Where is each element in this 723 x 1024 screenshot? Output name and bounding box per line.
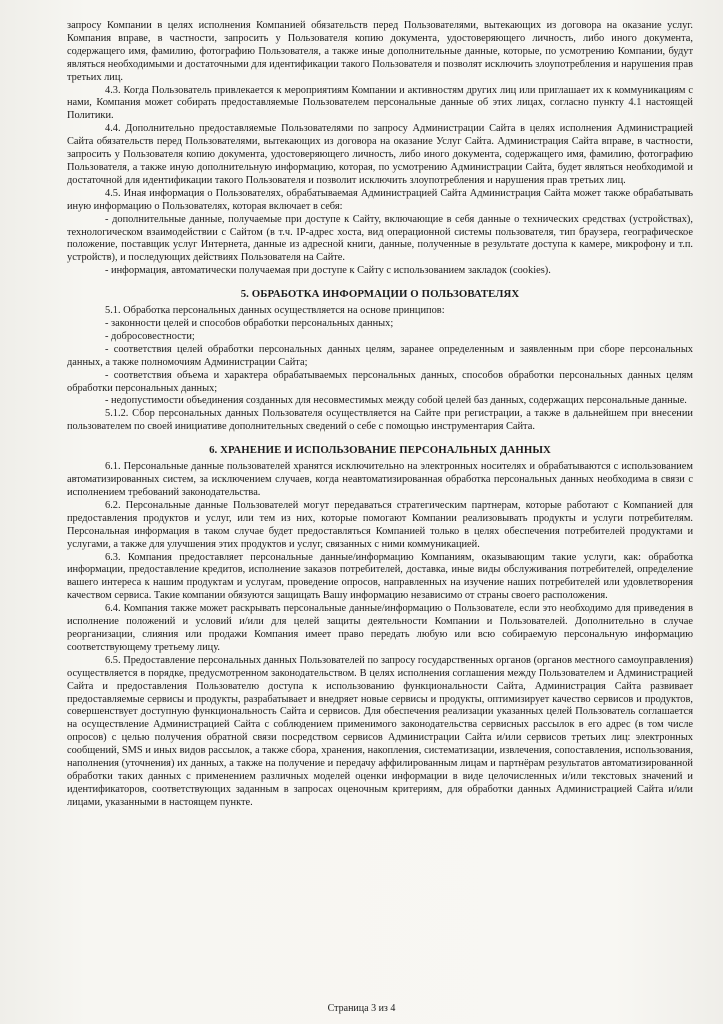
paragraph-s6p2: 6.3. Компания предоставляет персональные данные/информацию Компаниям, оказывающим такие услуги, как: обработка информации, предоставление кредитов, исполнение заказов потребителей, доставка, иные виды обслуживания потребителей, определение вашего интереса к нашим продуктам и услугам, проведение опросов, направленных на изучение наших потребителей или удовлетворения качеством сервиса. Такие компании обязуются защищать Вашу информацию независимо от страны своего расположения.	[67, 551, 693, 602]
paragraph-p3: 4.5. Иная информация о Пользователях, обрабатываемая Администрацией Сайта Администрация Сайта может также обрабатывать иную информацию о Пользователях, которая включает в себя:	[67, 187, 693, 212]
paragraph-s5p5: - недопустимости объединения созданных для несовместимых между собой целей баз данных, содержащих персональные данные.	[105, 395, 687, 407]
paragraph-p4: - дополнительные данные, получаемые при доступе к Сайту, включающие в себя данные о технических средствах (устройствах), технологическом взаимодействии с Сайтом (в т.ч. IP-адрес хоста, вид операционной системы пользователя, тип браузера, географическое положение, поставщик услуг Интернета, данные из адресной книги, данные, полученные в результате доступа к камере, микрофону и т.п. устройств), и последующих действиях Пользователя на Сайте.	[67, 213, 693, 264]
paragraph-s6p0: 6.1. Персональные данные пользователей хранятся исключительно на электронных носителях и обрабатываются с использованием автоматизированных систем, за исключением случаев, когда неавтоматизированная обработка персональных данных необходима в связи с исполнением требований законодательства.	[67, 461, 693, 498]
paragraph-p2: 4.4. Дополнительно предоставляемые Пользователями по запросу Администрации Сайта в целях исполнения Администрацией Сайта обязательств перед Пользователями, вытекающих из договора на оказание Услуг Сайта. Администрация Сайта вправе, в частности, запросить у Пользователя копию документа, удостоверяющего личность, либо иного документа, содержащего имя, фамилию, фотографию Пользователя, а также иную дополнительную информацию, которая, по усмотрению Администрации Сайта, будет являться необходимой и достаточной для идентификации такого Пользователя и позволит исключить злоупотребления и нарушения прав третьих лиц.	[67, 123, 693, 186]
section6-title: 6. ХРАНЕНИЕ И ИСПОЛЬЗОВАНИЕ ПЕРСОНАЛЬНЫХ ДАННЫХ	[209, 444, 551, 457]
paragraph-s5p0: 5.1. Обработка персональных данных осуществляется на основе принципов:	[105, 305, 445, 317]
page-number: Страница 3 из 4	[327, 1003, 396, 1014]
section6-body	[67, 461, 693, 809]
section5-title: 5. ОБРАБОТКА ИНФОРМАЦИИ О ПОЛЬЗОВАТЕЛЯХ	[240, 288, 520, 301]
section5-body	[67, 305, 693, 434]
paragraph-p5: - информация, автоматически получаемая при доступе к Сайту с использованием закладок (cookies).	[105, 265, 551, 277]
paragraph-s5p6: 5.1.2. Сбор персональных данных Пользователя осуществляется на Сайте при регистрации, а также в дальнейшем при внесении пользователем по своей инициативе дополнительных сведений о себе с помощью инструментария Сайта.	[67, 408, 693, 433]
paragraph-s6p1: 6.2. Персональные данные Пользователей могут передаваться стратегическим партнерам, которые работают с Компанией для предоставления продуктов и услуг, или тем из них, которые помогают Компании реализовывать продукты и услуги потребителям. Персональная информация в таком случае будет предоставляться Компанией только в целях обеспечения потребителей продуктами и услугами, а также для улучшения этих продуктов и услуг, связанных с ними коммуникацией.	[67, 499, 693, 550]
paragraph-p0: запросу Компании в целях исполнения Компанией обязательств перед Пользователями, вытекающих из договора на оказание услуг. Компания вправе, в частности, запросить у Пользователя копию документа, удостоверяющего личность, либо иного документа, содержащего имя, фамилию, фотографию Пользователя, а также иные дополнительные данные, которые, по усмотрению Компании, будут являться необходимыми и достаточными для идентификации такого Пользователя и позволят исключить злоупотребления и нарушения прав третьих лиц.	[67, 20, 693, 83]
paragraph-s5p4: - соответствия объема и характера обрабатываемых персональных данных, способов обработки персональных данных целям обработки персональных данных;	[67, 369, 693, 394]
paragraph-s5p1: - законности целей и способов обработки персональных данных;	[105, 318, 394, 330]
paragraph-s5p3: - соответствия целей обработки персональных данных целям, заранее определенным и заявленным при сборе персональных данных, а также полномочиям Администрации Сайта;	[67, 343, 693, 368]
document-body	[67, 20, 693, 810]
paragraph-p1: 4.3. Когда Пользователь привлекается к мероприятиям Компании и активностям других лиц или приглашает их к коммуникациям с нами, Компания может собирать предоставляемые Пользователем персональные данные об этих лицах, согласно пункту 4.1 настоящей Политики.	[67, 84, 693, 122]
section4-continuation	[67, 20, 693, 278]
paragraph-s6p3: 6.4. Компания также может раскрывать персональные данные/информацию о Пользователе, если это необходимо для приведения в исполнение положений и условий и/или для целей защиты деятельности Компании и Пользователей. Дополнительно в случае реорганизации, слияния или продажи Компания имеет право передать любую или всю собираемую персональную информацию соответствующему третьему лицу.	[67, 603, 693, 653]
paragraph-s5p2: - добросовестности;	[105, 330, 195, 342]
paragraph-s6p4: 6.5. Предоставление персональных данных Пользователей по запросу государственных органов (органов местного самоуправления) осуществляется в порядке, предусмотренном законодательством. В целях исполнения соглашения между Пользователем и Администрацией Сайта и предоставления Пользователю доступа к использованию функциональности Сайта, Администрация Сайта развивает предоставляемые сервисы и продукты, разрабатывает и внедряет новые сервисы и продукты, оптимизирует качество сервисов и продуктов, совершенствует доступную функциональность Сайта и сервисов. Для обеспечения реализации указанных целей Пользователь соглашается на осуществление Администрацией Сайта с соблюдением применимого законодательства сервисных рассылок в его адрес (в том числе опросов) с целью получения обратной связи посредством сервисов Администрации Сайта и/или сервисов третьих лиц: электронных сообщений, SMS и иных видов рассылок, а также сбора, хранения, накопления, систематизации, извлечения, сопоставления, использования, наполнения (уточнения) их данных, а также на получение и передачу аффилированным лицам и партнёрам результатов автоматизированной обработки таких данных с применением различных моделей оценки информации в виде целочисленных и/или текстовых значений и идентификаторов, соответствующих заданным в запросах оценочным критериям, для обработки данных Администрацией Сайта и/или лицами, указанными в настоящем пункте.	[67, 654, 693, 808]
